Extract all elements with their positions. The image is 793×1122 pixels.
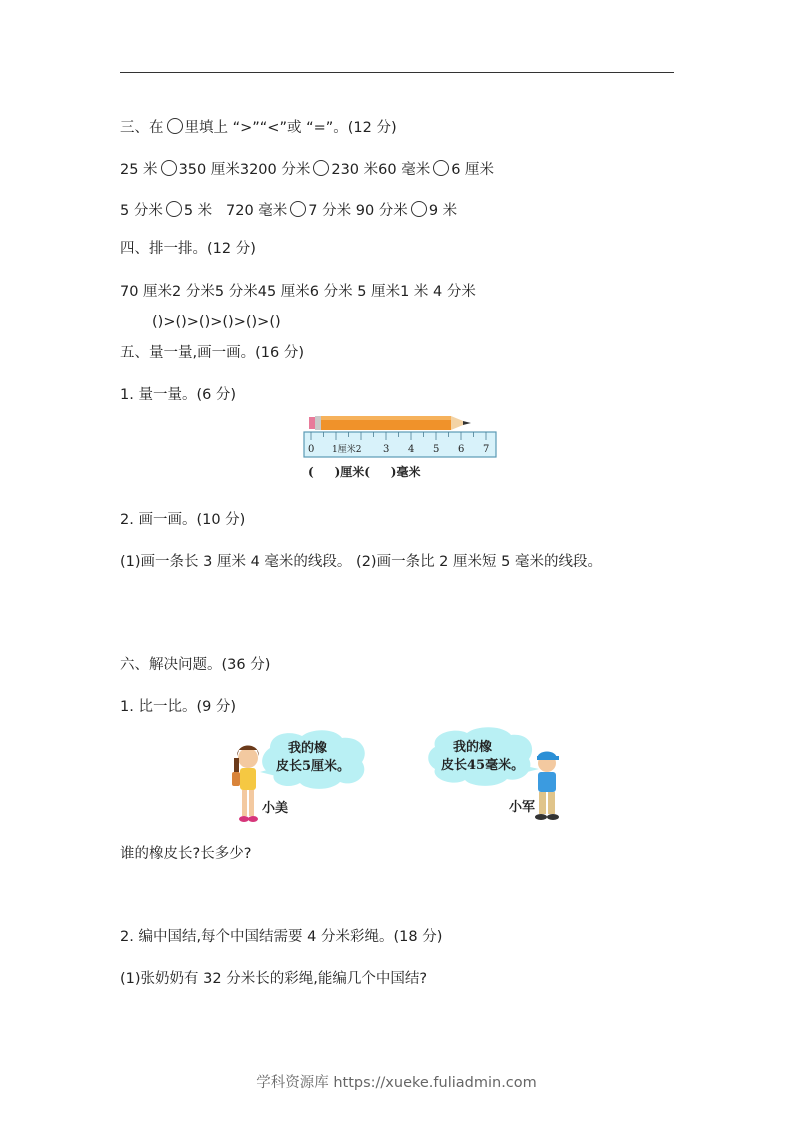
footer-watermark: 学科资源库 https://xueke.fuliadmin.com (256, 1075, 537, 1091)
boy-bubble-line-2: 皮长45毫米。 (441, 758, 525, 773)
girl-illustration (230, 728, 370, 828)
section-5-title: 五、量一量,画一画。(16 分) (120, 345, 304, 361)
compare-item: 9 米 (428, 203, 458, 219)
sort-blanks[interactable]: ()>()>()>()>()>() (152, 314, 281, 330)
section-4-title: 四、排一排。(12 分) (120, 241, 256, 257)
pencil-icon (309, 416, 471, 430)
compare-item: 5 米 720 毫米 (183, 203, 288, 219)
boy-icon (535, 752, 559, 821)
girl-icon (232, 746, 259, 823)
question-5-1: 1. 量一量。(6 分) (120, 387, 237, 403)
pencil-ruler-figure (300, 410, 500, 482)
compare-item: 7 分米 90 分米 (308, 203, 408, 219)
ruler-tick-label: 7 (483, 444, 490, 455)
question-5-2-text: (1)画一条长 3 厘米 4 毫米的线段。 (2)画一条比 2 厘米短 5 毫米的线段。 (120, 554, 602, 570)
ruler-tick-label: 6 (458, 444, 465, 455)
section-3-title (120, 118, 397, 138)
girl-bubble-line-1: 我的橡 (288, 741, 328, 756)
compare-row-1 (120, 160, 494, 180)
title-part-b: 里填上 “>”“<”或 “=”。(12 分) (184, 120, 397, 136)
question-5-2: 2. 画一画。(10 分) (120, 512, 246, 528)
answer-circle-icon[interactable] (161, 160, 177, 176)
compare-item: 350 厘米3200 分米 (178, 162, 311, 178)
question-6-1: 1. 比一比。(9 分) (120, 699, 237, 715)
speech-bubble-icon (428, 727, 539, 786)
answer-circle-icon[interactable] (166, 201, 182, 217)
boy-illustration (425, 725, 565, 825)
ruler-tick-label: 0 (308, 444, 315, 455)
answer-circle-icon[interactable] (290, 201, 306, 217)
boy-bubble-line-1: 我的橡 (453, 740, 493, 755)
compare-item: 5 分米 (120, 203, 163, 219)
ruler-tick-label: 5 (433, 444, 440, 455)
question-6-1-prompt: 谁的橡皮长?长多少? (120, 846, 252, 862)
girl-name: 小美 (262, 801, 289, 816)
answer-circle-icon[interactable] (411, 201, 427, 217)
compare-row-2 (120, 201, 457, 221)
compare-item: 230 米60 毫米 (331, 162, 431, 178)
girl-bubble-line-2: 皮长5厘米。 (276, 759, 351, 774)
compare-item: 25 米 (120, 162, 158, 178)
answer-circle-icon (167, 118, 183, 134)
question-6-2: 2. 编中国结,每个中国结需要 4 分米彩绳。(18 分) (120, 929, 443, 945)
ruler-icon (304, 432, 496, 457)
answer-circle-icon[interactable] (433, 160, 449, 176)
ruler-tick-label: 1厘米2 (332, 445, 362, 455)
sort-items: 70 厘米2 分米5 分米45 厘米6 分米 5 厘米1 米 4 分米 (120, 284, 476, 300)
boy-name: 小军 (509, 800, 536, 815)
ruler-caption: ( )厘米( )毫米 (308, 465, 421, 479)
answer-circle-icon[interactable] (313, 160, 329, 176)
compare-item: 6 厘米 (451, 162, 495, 178)
ruler-tick-label: 4 (408, 444, 415, 455)
question-6-2-sub1: (1)张奶奶有 32 分米长的彩绳,能编几个中国结? (120, 971, 428, 987)
header-rule (120, 72, 674, 73)
title-part-a: 三、在 (120, 120, 164, 136)
ruler-tick-label: 3 (383, 444, 390, 455)
section-6-title: 六、解决问题。(36 分) (120, 657, 271, 673)
